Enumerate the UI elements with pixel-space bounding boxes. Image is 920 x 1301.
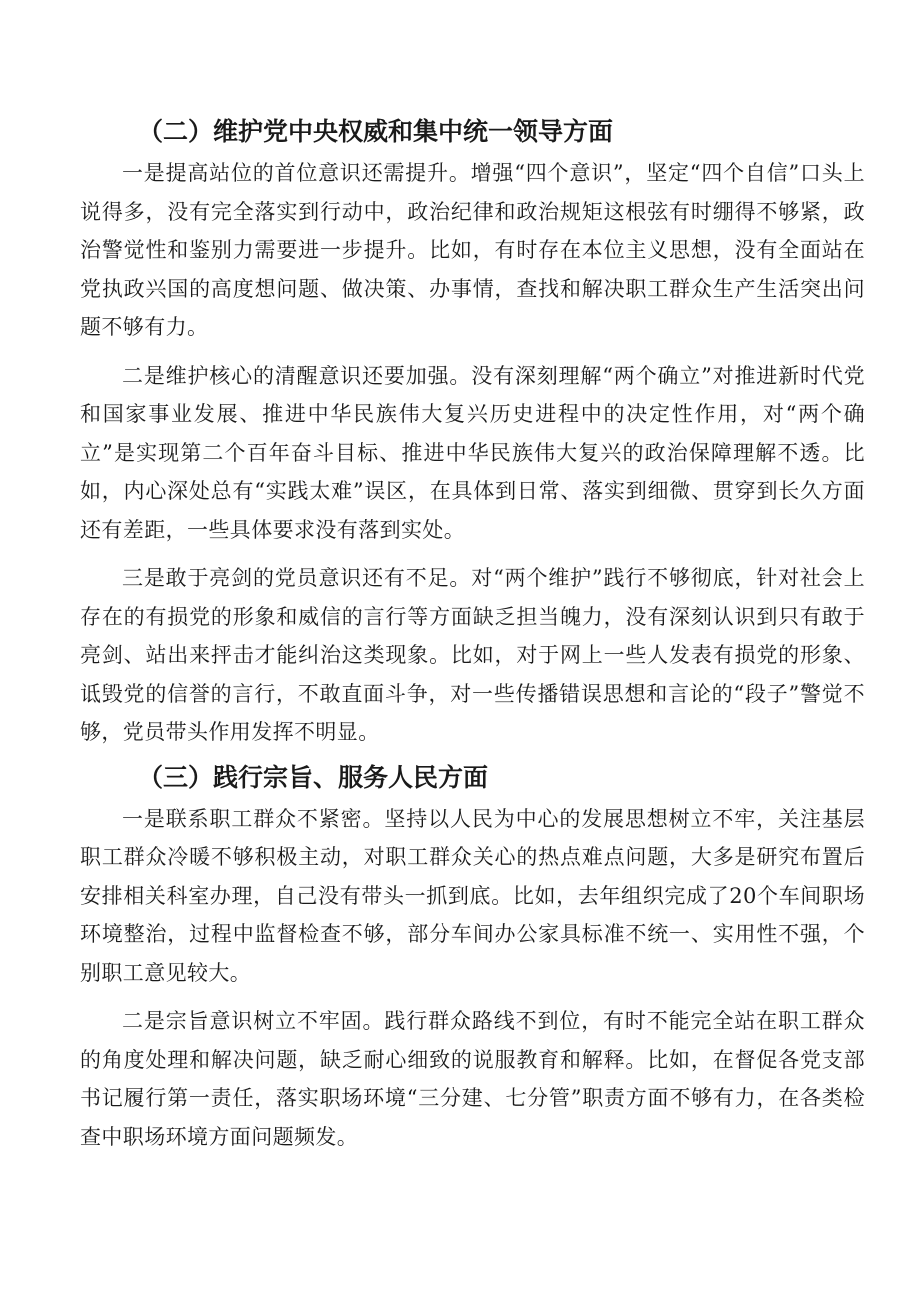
document-body [80, 110, 865, 1156]
paragraph-3-1: 一是联系职工群众不紧密。坚持以人民为中心的发展思想树立不牢，关注基层职工群众冷暖不够积极主动，对职工群众关心的热点难点问题，大多是研究布置后安排相关科室办理，自己没有带头一抓到底。比如，去年组织完成了20个车间职场环境整治，过程中监督检查不够，部分车间办公家具标准不统一、实用性不强，个别职工意见较大。 [80, 806, 865, 985]
section-heading-2: （二）维护党中央权威和集中统一领导方面 [138, 117, 614, 146]
paragraph-2-2: 二是维护核心的清醒意识还要加强。没有深刻理解“两个确立”对推进新时代党和国家事业发展、推进中华民族伟大复兴历史进程中的决定性作用，对“两个确立”是实现第二个百年奋斗目标、推进中华民族伟大复兴的政治保障理解不透。比如，内心深处总有“实践太难”误区，在具体到日常、落实到细微、贯穿到长久方面还有差距，一些具体要求没有落到实处。 [80, 363, 865, 542]
paragraph-2-1: 一是提高站位的首位意识还需提升。增强“四个意识”，坚定“四个自信”口头上说得多，没有完全落实到行动中，政治纪律和政治规矩这根弦有时绷得不够紧，政治警觉性和鉴别力需要进一步提升。比如，有时存在本位主义思想，没有全面站在党执政兴国的高度想问题、做决策、办事情，查找和解决职工群众生产生活突出问题不够有力。 [80, 161, 865, 339]
paragraph-2-3: 三是敢于亮剑的党员意识还有不足。对“两个维护”践行不够彻底，针对社会上存在的有损党的形象和威信的言行等方面缺乏担当魄力，没有深刻认识到只有敢于亮剑、站出来抨击才能纠治这类现象。比如，对于网上一些人发表有损党的形象、诋毁党的信誉的言行，不敢直面斗争，对一些传播错误思想和言论的“段子”警觉不够，党员带头作用发挥不明显。 [80, 566, 865, 744]
paragraph-3-2: 二是宗旨意识树立不牢固。践行群众路线不到位，有时不能完全站在职工群众的角度处理和解决问题，缺乏耐心细致的说服教育和解释。比如，在督促各党支部书记履行第一责任，落实职场环境“三分建、七分管”职责方面不够有力，在各类检查中职场环境方面问题频发。 [80, 1009, 865, 1149]
section-heading-3: （三）践行宗旨、服务人民方面 [138, 762, 489, 792]
